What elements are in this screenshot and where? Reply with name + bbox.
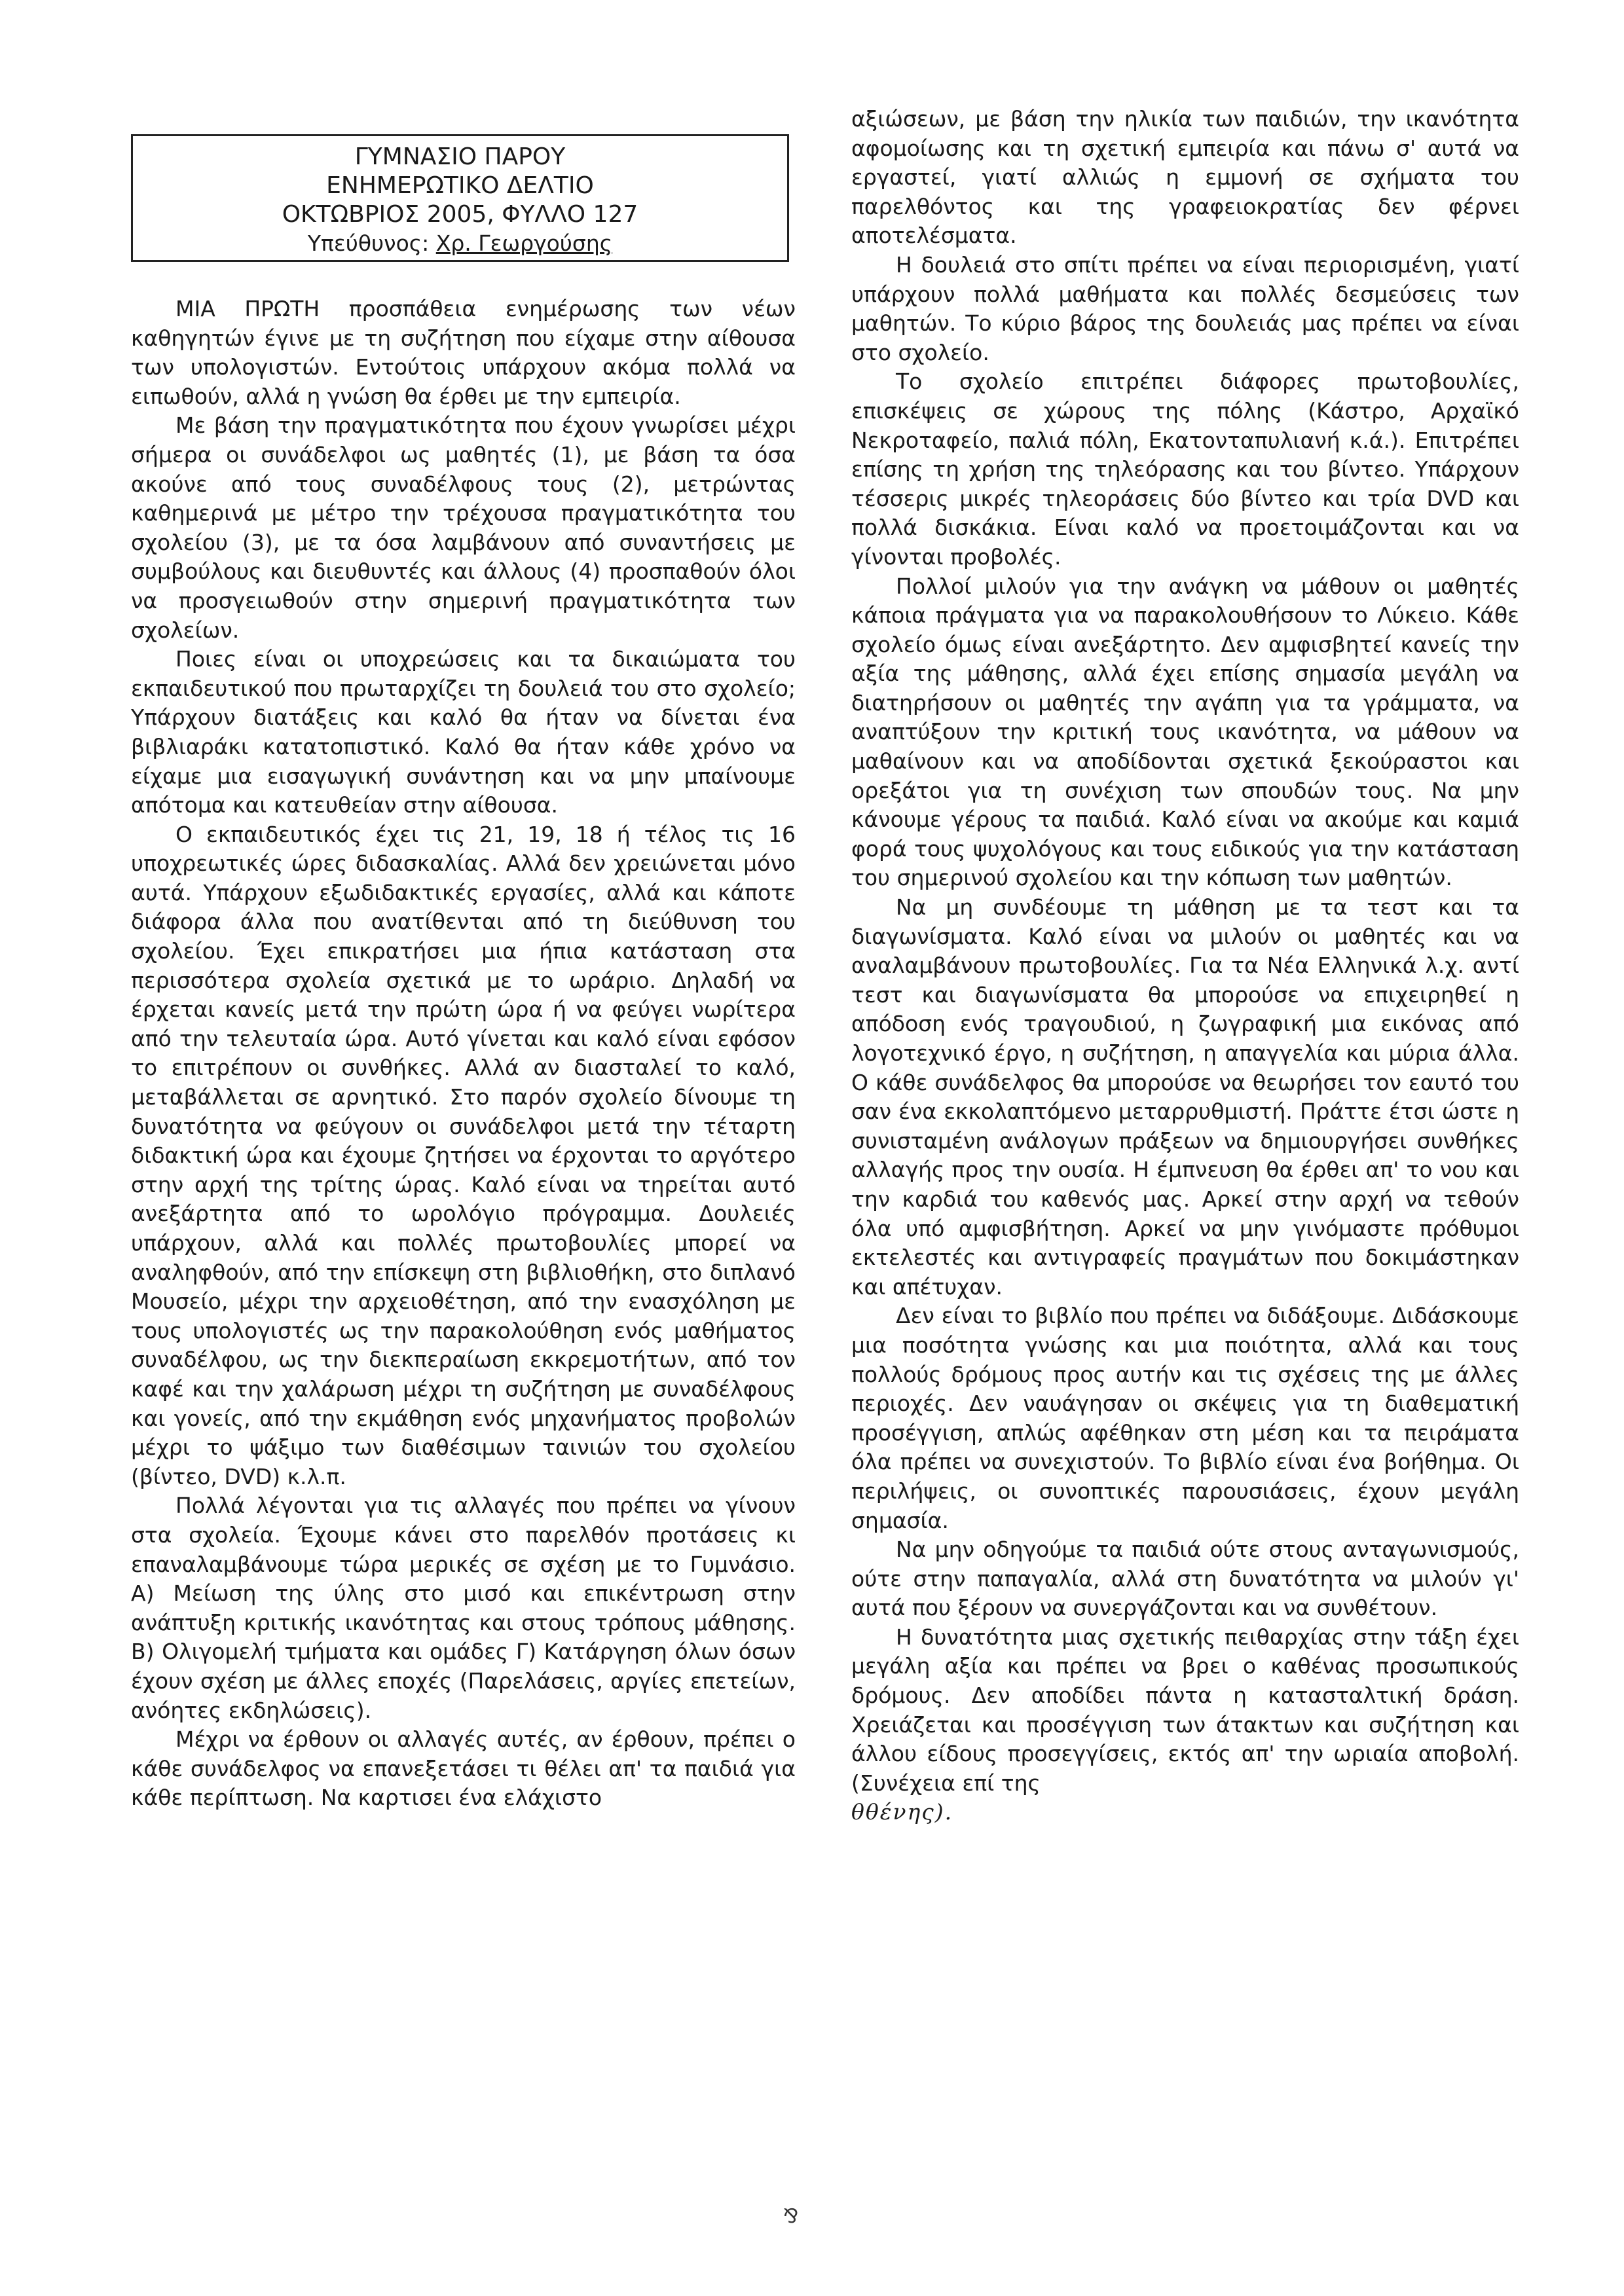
masthead-box [131,134,789,262]
paragraph: Να μην οδηγούμε τα παιδιά ούτε στους ανταγωνισμούς, ούτε στην παπαγαλία, αλλά στη δυνατότητα να μιλούν γι' αυτά που ξέρουν να συνεργάζονται και να συνθέτουν. [851,1537,1519,1621]
paragraph: Ο εκπαιδευτικός έχει τις 21, 19, 18 ή τέλος τις 16 υποχρεωτικές ώρες διδασκαλίας. Αλλά δεν χρειώνεται μόνο αυτά. Υπάρχουν εξωδιδακτικές εργασίες, αλλά και κάποτε διάφορα άλλα που ανατίθενται από τη διεύθυνση του σχολείου. Έχει επικρατήσει μια ήπια κατάσταση στα περισσότερα σχολεία σχετικά με το ωράριο. Δηλαδή να έρχεται κανείς μετά την πρώτη ώρα ή να φεύγει νωρίτερα από την τελευταία ώρα. Αυτό γίνεται και καλό είναι εφόσον το επιτρέπουν οι συνθήκες. Αλλά αν διασταλεί το καλό, μεταβάλλεται σε αρνητικό. Στο παρόν σχολείο δίνουμε τη δυνατότητα να φεύγουν οι συνάδελφοι μετά την τέταρτη διδακτική ώρα και έχουμε ζητήσει να έρχονται το αργότερο στην αρχή της τρίτης ώρας. Καλό είναι να τηρείται αυτό ανεξάρτητα από το ωρολόγιο πρόγραμμα. Δουλειές υπάρχουν, αλλά και πολλές πρωτοβουλίες μπορεί να αναληφθούν, από την επίσκεψη στη βιβλιοθήκη, στο διπλανό Μουσείο, μέχρι την αρχειοθέτηση, από την ενασχόληση με τους υπολογιστές ως την παρακολούθηση ενός μαθήματος συναδέλφου, ως την διεκπεραίωση εκκρεμοτήτων, από τον καφέ και την χαλάρωση μέχρι τη συζήτηση με συναδέλφους και γονείς, από την εκμάθηση ενός μηχανήματος προβολών μέχρι το ψάξιμο των διαθέσιμων ταινιών του σχολείου (βίντεο, DVD) κ.λ.π. [131,821,796,1489]
paragraph: ΜΙΑ ΠΡΩΤΗ προσπάθεια ενημέρωσης των νέων καθηγητών έγινε με τη συζήτηση που είχαμε στην αίθουσα των υπολογιστών. Εντούτοις υπάρχουν ακόμα πολλά να ειπωθούν, αλλά η γνώση θα έρθει με την εμπειρία. [131,296,796,409]
editor-line [133,229,787,258]
paragraph: Πολλά λέγονται για τις αλλαγές που πρέπει να γίνουν στα σχολεία. Έχουμε κάνει στο παρελθόν προτάσεις κι επαναλαμβάνουμε τώρα μερικές σε σχέση με το Γυμνάσιο. Α) Μείωση της ύλης στο μισό και επικέντρωση στην ανάπτυξη κριτικής ικανότητας και στους τρόπους μάθησης. Β) Ολιγομελή τμήματα και ομάδες Γ) Κατάργηση όλων όσων έχουν σχέση με άλλες εποχές (Παρελάσεις, αργίες επετείων, ανόητες εκδηλώσεις). [131,1493,796,1723]
paragraph: Με βάση την πραγματικότητα που έχουν γνωρίσει μέχρι σήμερα οι συνάδελφοι ως μαθητές (1), με βάση τα όσα ακούνε από τους συναδέλφους τους (2), μετρώντας καθημερινά με μέτρο την τρέχουσα πραγματικότητα του σχολείου (3), με τα όσα λαμβάνουν από συναντήσεις με συμβούλους και διευθυντές και άλλους (4) προσπαθούν όλοι να προσγειωθούν στην σημερινή πραγματικότητα των σχολείων. [131,412,796,643]
paragraph: Να μη συνδέουμε τη μάθηση με τα τεστ και τα διαγωνίσματα. Καλό είναι να μιλούν οι μαθητές και να αναλαμβάνουν πρωτοβουλίες. Για τα Νέα Ελληνικά λ.χ. αντί τεστ και διαγωνίσματα θα μπορούσε να επιχειρηθεί η απόδοση ενός τραγουδιού, η ζωγραφική μια εικόνας από λογοτεχνικό έργο, η συζήτηση, η απαγγελία και μύρια άλλα. Ο κάθε συνάδελφος θα μπορούσε να θεωρήσει τον εαυτό του σαν ένα εκκολαπτόμενο μεταρρυθμιστή. Πράττε έτσι ώστε η συνισταμένη ανάλογων πράξεων να δημιουργήσει συνθήκες αλλαγής προς την ουσία. Η έμπνευση θα έρθει απ' το νου και την καρδιά του καθενός μας. Αρκεί στην αρχή να τεθούν όλα υπό αμφισβήτηση. Αρκεί να μην γινόμαστε πρόθυμοι εκτελεστές και αντιγραφείς πραγμάτων που δοκιμάστηκαν και απέτυχαν. [851,894,1519,1300]
continuation-note: θθένης). [851,1799,953,1825]
left-column [131,295,796,1813]
paragraph: Η δουλειά στο σπίτι πρέπει να είναι περιορισμένη, γιατί υπάρχουν πολλά μαθήματα και πολλές δεσμεύσεις των μαθητών. Το κύριο βάρος της δουλειάς μας πρέπει να είναι στο σχολείο. [851,251,1519,365]
publication-title: ΕΝΗΜΕΡΩΤΙΚΟ ΔΕΛΤΙΟ [326,172,594,199]
page-mark: ⅋ [783,2205,799,2228]
paragraph: Ποιες είναι οι υποχρεώσεις και τα δικαιώματα του εκπαιδευτικού που πρωταρχίζει τη δουλειά του στο σχολείο; Υπάρχουν διατάξεις και καλό θα ήταν να δίνεται ένα βιβλιαράκι κατατοπιστικό. Καλό θα ήταν κάθε χρόνο να είχαμε μια εισαγωγική συνάντηση και να μην μπαίνουμε απότομα και κατευθείαν στην αίθουσα. [131,646,796,818]
paragraph: Μέχρι να έρθουν οι αλλαγές αυτές, αν έρθουν, πρέπει ο κάθε συνάδελφος να επανεξετάσει τι θέλει απ' τα παιδιά για κάθε περίπτωση. Να καρτισει ένα ελάχιστο [131,1726,796,1811]
paragraph: Δεν είναι το βιβλίο που πρέπει να διδάξουμε. Διδάσκουμε μια ποσότητα γνώσης και μια ποιότητα, αλλά και τους πολλούς δρόμους προς αυτήν και τις σχέσεις της με άλλες περιοχές. Δεν ναυάγησαν οι σκέψεις για τη διαθεματική προσέγγιση, απλώς αφέθηκαν στη μέση και τα πειράματα όλα πρέπει να συνεχιστούν. Το βιβλίο είναι ένα βοήθημα. Οι περιλήψεις, οι συνοπτικές παρουσιάσεις, έχουν μεγάλη σημασία. [851,1303,1519,1533]
paragraph: αξιώσεων, με βάση την ηλικία των παιδιών, την ικανότητα αφομοίωσης και τη σχετική εμπειρία και πάνω σ' αυτά να εργαστεί, γιατί αλλιώς η εμμονή σε σχήματα του παρελθόντος και της γραφειοκρατίας δεν φέρνει αποτελέσματα. [851,106,1519,249]
editor-label: Υπεύθυνος: [307,230,430,256]
issue-line: ΟΚΤΩΒΡΙΟΣ 2005, ΦΥΛΛΟ 127 [282,201,638,228]
paragraph: Πολλοί μιλούν για την ανάγκη να μάθουν οι μαθητές κάποια πράγματα για να παρακολουθήσουν το Λύκειο. Κάθε σχολείο όμως είναι ανεξάρτητο. Δεν αμφισβητεί κανείς την αξία της μάθησης, αλλά έχει επίσης σημασία μεγάλη να διατηρήσουν οι μαθητές την αγάπη για τα γράμματα, να αναπτύξουν την κριτική τους ικανότητα, να μάθουν να μαθαίνουν και να αποδίδονται σχετικά ξεκούραστοι και ορεξάτοι για τη συνέχιση των σπουδών τους. Να μην κάνουμε γέρους τα παιδιά. Καλό είναι να ακούμε και καμιά φορά τους ψυχολόγους και τους ειδικούς για την κατάσταση του σημερινού σχολείου και την κόπωση των μαθητών. [851,573,1519,891]
right-column [851,105,1519,1827]
paragraph: Το σχολείο επιτρέπει διάφορες πρωτοβουλίες, επισκέψεις σε χώρους της πόλης (Κάστρο, Αρχαϊκό Νεκροταφείο, παλιά πόλη, Εκατονταπυλιανή κ.ά.). Επιτρέπει επίσης τη χρήση της τηλεόρασης και του βίντεο. Υπάρχουν τέσσερις μικρές τηλεοράσεις δύο βίντεο και τρία DVD και πολλά δισκάκια. Είναι καλό να προετοιμάζονται και να γίνονται προβολές. [851,369,1519,570]
editor-name: Χρ. Γεωργούσης [435,230,613,256]
paragraph: Η δυνατότητα μιας σχετικής πειθαρχίας στην τάξη έχει μεγάλη αξία και πρέπει να βρει ο καθένας προσωπικούς δρόμους. Δεν αποδίδει πάντα η κατασταλτική δράση. Χρειάζεται και προσέγγιση των άτακτων και συζήτηση και άλλου είδους προσεγγίσεις, εκτός απ' την ωριαία αποβολή. (Συνέχεια επί της [851,1624,1519,1796]
school-name: ΓΥΜΝΑΣΙΟ ΠΑΡΟΥ [354,143,566,170]
